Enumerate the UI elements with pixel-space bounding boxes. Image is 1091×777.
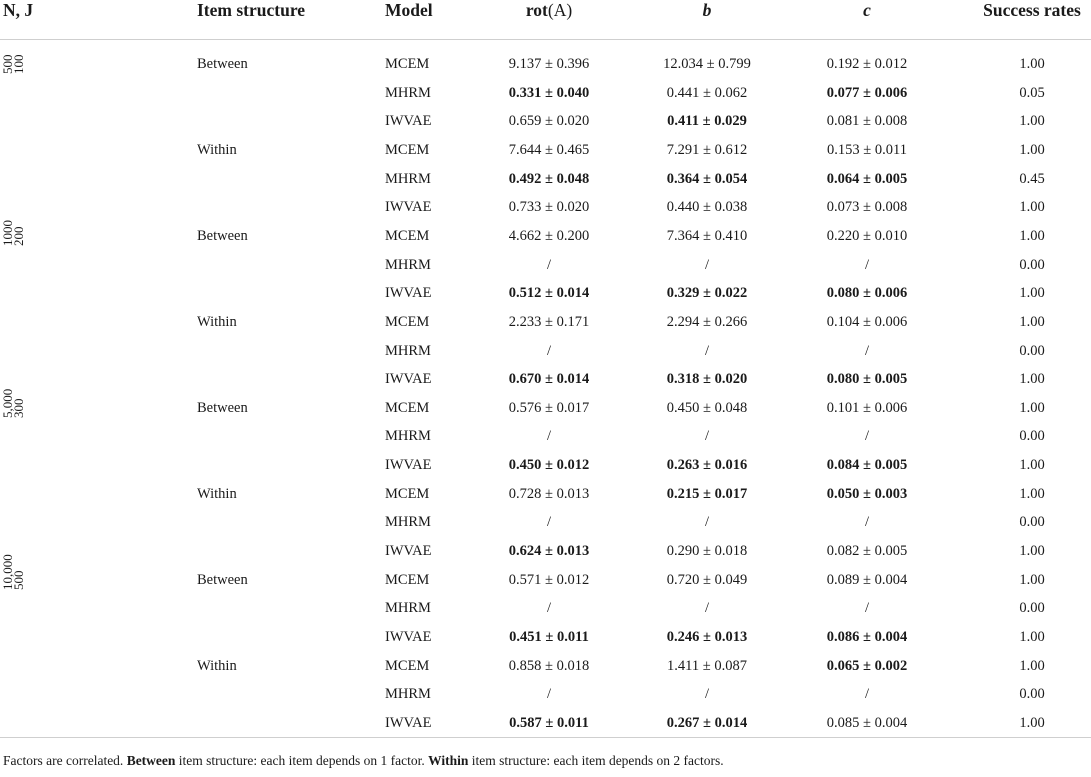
rot-cell: /: [546, 686, 552, 703]
c-cell: 0.064 ± 0.005: [826, 170, 908, 187]
model-cell: MHRM: [385, 170, 431, 187]
nj-label: [2, 554, 24, 590]
rot-cell: 7.644 ± 0.465: [508, 141, 590, 158]
header-rot-a: [526, 0, 572, 21]
header-nj: N, J: [3, 0, 34, 20]
success-cell: 1.00: [1019, 457, 1045, 474]
success-cell: 1.00: [1019, 399, 1045, 416]
c-cell: 0.080 ± 0.005: [826, 371, 908, 388]
model-cell: IWVAE: [385, 199, 432, 216]
model-cell: MCEM: [385, 227, 430, 244]
b-cell: 0.441 ± 0.062: [666, 84, 748, 101]
model-cell: MHRM: [385, 428, 431, 445]
rot-cell: /: [546, 428, 552, 445]
model-cell: MCEM: [385, 657, 430, 674]
nj-j-value: 300: [11, 398, 26, 418]
footnote-between: Between: [126, 753, 176, 768]
footnote-part1: Factors are correlated.: [3, 753, 127, 768]
rot-cell: 0.576 ± 0.017: [508, 399, 590, 416]
nj-n-value: 10,000: [0, 553, 15, 590]
success-cell: 0.00: [1019, 342, 1045, 359]
nj-label: [2, 389, 24, 418]
b-cell: 0.215 ± 0.017: [666, 485, 748, 502]
rot-cell: /: [546, 514, 552, 531]
b-cell: 7.291 ± 0.612: [666, 141, 748, 158]
success-cell: 0.00: [1019, 514, 1045, 531]
model-cell: MHRM: [385, 256, 431, 273]
c-cell: 0.086 ± 0.004: [826, 629, 908, 645]
footnote-part3: item structure: each item depends on 2 factors.: [468, 753, 724, 768]
c-cell: 0.077 ± 0.006: [826, 84, 908, 101]
nj-n-value: 1000: [0, 219, 15, 246]
success-cell: 0.00: [1019, 600, 1045, 617]
b-cell: /: [704, 686, 710, 703]
nj-j-value: 100: [11, 54, 26, 74]
model-cell: IWVAE: [385, 714, 432, 731]
success-cell: 1.00: [1019, 141, 1045, 158]
model-cell: IWVAE: [385, 629, 432, 645]
c-cell: /: [864, 256, 870, 273]
header-c: [863, 0, 871, 21]
header-model: Model: [385, 0, 433, 20]
c-cell: 0.085 ± 0.004: [826, 714, 908, 731]
model-cell: MCEM: [385, 571, 430, 588]
success-cell: 0.05: [1019, 84, 1045, 101]
c-cell: /: [864, 342, 870, 359]
model-cell: MCEM: [385, 313, 430, 330]
model-cell: MHRM: [385, 342, 431, 359]
header-success-rates: Success rates: [983, 0, 1081, 20]
success-cell: 0.00: [1019, 686, 1045, 703]
success-cell: 1.00: [1019, 113, 1045, 130]
model-cell: IWVAE: [385, 543, 432, 560]
success-cell: 1.00: [1019, 56, 1045, 72]
c-cell: 0.089 ± 0.004: [826, 571, 908, 588]
c-cell: 0.220 ± 0.010: [826, 227, 908, 244]
c-cell: 0.081 ± 0.008: [826, 113, 908, 130]
b-cell: /: [704, 342, 710, 359]
model-cell: IWVAE: [385, 457, 432, 474]
success-cell: 1.00: [1019, 371, 1045, 388]
structure-label: Between: [197, 399, 248, 416]
structure-label: Within: [197, 485, 237, 502]
model-cell: MHRM: [385, 514, 431, 531]
success-cell: 0.00: [1019, 256, 1045, 273]
structure-label: Between: [197, 227, 248, 244]
c-cell: 0.084 ± 0.005: [826, 457, 908, 474]
c-cell: /: [864, 428, 870, 445]
structure-label: Within: [197, 141, 237, 158]
c-cell: /: [864, 686, 870, 703]
rot-cell: 0.331 ± 0.040: [508, 84, 590, 101]
footnote-within: Within: [428, 753, 469, 768]
rot-cell: 0.624 ± 0.013: [508, 543, 590, 560]
header-item-structure: Item structure: [197, 0, 306, 20]
c-cell: 0.192 ± 0.012: [826, 56, 908, 72]
rot-cell: /: [546, 600, 552, 617]
success-cell: 1.00: [1019, 313, 1045, 330]
rot-cell: 0.728 ± 0.013: [508, 485, 590, 502]
c-cell: 0.050 ± 0.003: [826, 485, 908, 502]
structure-label: Within: [197, 313, 237, 330]
header-b: [703, 0, 712, 21]
header-rot-paren: (A): [547, 0, 573, 20]
c-cell: 0.104 ± 0.006: [826, 313, 908, 330]
nj-label: [2, 220, 24, 246]
nj-n-value: 500: [0, 54, 15, 74]
rot-cell: 0.571 ± 0.012: [508, 571, 590, 588]
nj-n-value: 5,000: [0, 388, 15, 418]
model-cell: MHRM: [385, 600, 431, 617]
rot-cell: 0.670 ± 0.014: [508, 371, 590, 388]
c-cell: 0.101 ± 0.006: [826, 399, 908, 416]
rot-cell: 2.233 ± 0.171: [508, 313, 590, 330]
b-cell: 12.034 ± 0.799: [663, 56, 751, 72]
c-cell: 0.082 ± 0.005: [826, 543, 908, 560]
c-cell: 0.065 ± 0.002: [826, 657, 908, 674]
success-cell: 1.00: [1019, 485, 1045, 502]
b-cell: /: [704, 600, 710, 617]
model-cell: MCEM: [385, 141, 430, 158]
b-cell: 2.294 ± 0.266: [666, 313, 748, 330]
c-cell: /: [864, 600, 870, 617]
b-cell: 0.263 ± 0.016: [666, 457, 748, 474]
b-cell: /: [704, 428, 710, 445]
success-cell: 1.00: [1019, 285, 1045, 302]
rot-cell: 0.587 ± 0.011: [509, 714, 589, 731]
c-cell: 0.073 ± 0.008: [826, 199, 908, 216]
nj-label: [2, 55, 24, 75]
success-cell: 1.00: [1019, 199, 1045, 216]
rot-cell: /: [546, 256, 552, 273]
b-cell: 0.450 ± 0.048: [666, 399, 748, 416]
rot-cell: 0.858 ± 0.018: [508, 657, 590, 674]
rot-cell: 0.512 ± 0.014: [508, 285, 590, 302]
success-cell: 0.00: [1019, 428, 1045, 445]
model-cell: MCEM: [385, 485, 430, 502]
model-cell: IWVAE: [385, 285, 432, 302]
footnote-part2: item structure: each item depends on 1 factor.: [175, 753, 429, 768]
b-cell: 7.364 ± 0.410: [666, 227, 748, 244]
model-cell: MHRM: [385, 686, 431, 703]
header-c-label: c: [863, 0, 871, 20]
model-cell: MCEM: [385, 399, 430, 416]
model-cell: MHRM: [385, 84, 431, 101]
structure-label: Between: [197, 571, 248, 588]
b-cell: 0.720 ± 0.049: [666, 571, 748, 588]
b-cell: 0.411 ± 0.029: [667, 113, 747, 130]
c-cell: 0.153 ± 0.011: [827, 141, 907, 158]
model-cell: IWVAE: [385, 371, 432, 388]
rot-cell: 9.137 ± 0.396: [508, 56, 590, 72]
structure-label: Within: [197, 657, 237, 674]
success-cell: 1.00: [1019, 227, 1045, 244]
nj-j-value: 200: [11, 226, 26, 246]
model-cell: MCEM: [385, 56, 430, 72]
rot-cell: /: [546, 342, 552, 359]
rot-cell: 0.733 ± 0.020: [508, 199, 590, 216]
structure-label: Between: [197, 56, 248, 72]
b-cell: /: [704, 514, 710, 531]
b-cell: 0.440 ± 0.038: [666, 199, 748, 216]
rot-cell: 0.659 ± 0.020: [508, 113, 590, 130]
b-cell: /: [704, 256, 710, 273]
success-cell: 1.00: [1019, 629, 1045, 645]
b-cell: 0.329 ± 0.022: [666, 285, 748, 302]
nj-j-value: 500: [11, 570, 26, 590]
rot-cell: 0.451 ± 0.011: [509, 629, 589, 645]
success-cell: 0.45: [1019, 170, 1045, 187]
header-rot-main: rot: [525, 0, 548, 20]
rot-cell: 4.662 ± 0.200: [508, 227, 590, 244]
table-footnote: [3, 753, 724, 769]
b-cell: 0.267 ± 0.014: [666, 714, 748, 731]
b-cell: 1.411 ± 0.087: [667, 657, 747, 674]
b-cell: 0.290 ± 0.018: [666, 543, 748, 560]
header-rule: [0, 39, 1091, 40]
rot-cell: 0.450 ± 0.012: [508, 457, 590, 474]
b-cell: 0.246 ± 0.013: [666, 629, 748, 645]
b-cell: 0.318 ± 0.020: [666, 371, 748, 388]
b-cell: 0.364 ± 0.054: [666, 170, 748, 187]
model-cell: IWVAE: [385, 113, 432, 130]
rot-cell: 0.492 ± 0.048: [508, 170, 590, 187]
success-cell: 1.00: [1019, 543, 1045, 560]
header-b-label: b: [702, 0, 712, 20]
success-cell: 1.00: [1019, 571, 1045, 588]
success-cell: 1.00: [1019, 714, 1045, 731]
c-cell: /: [864, 514, 870, 531]
footer-rule: [0, 737, 1091, 738]
c-cell: 0.080 ± 0.006: [826, 285, 908, 302]
success-cell: 1.00: [1019, 657, 1045, 674]
